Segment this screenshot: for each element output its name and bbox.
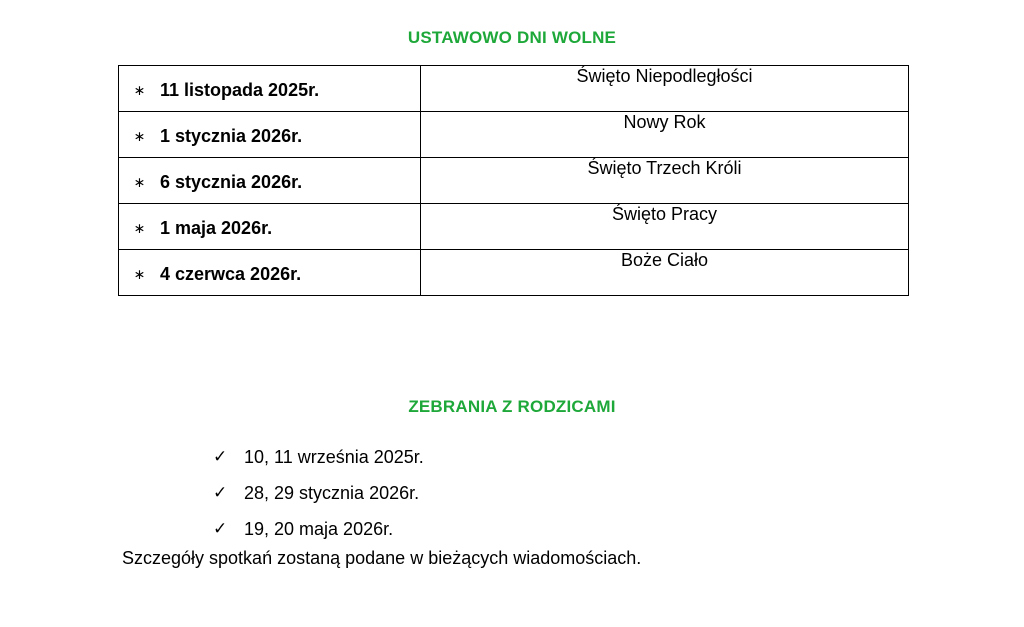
checkmark-icon: ✓ <box>213 447 228 467</box>
asterisk-bullet-icon: ∗ <box>133 174 146 190</box>
holiday-name: Święto Pracy <box>421 204 909 250</box>
holiday-name: Boże Ciało <box>421 250 909 296</box>
meetings-list <box>213 439 424 547</box>
holiday-date-cell <box>119 204 421 250</box>
holiday-date: 11 listopada 2025r. <box>160 80 320 100</box>
holidays-table <box>118 65 909 296</box>
holiday-date-cell <box>119 250 421 296</box>
meeting-date: 10, 11 września 2025r. <box>244 446 424 467</box>
meetings-heading: ZEBRANIA Z RODZICAMI <box>408 397 616 416</box>
holiday-date: 1 stycznia 2026r. <box>160 126 303 146</box>
list-item <box>213 511 424 547</box>
asterisk-bullet-icon: ∗ <box>133 266 146 282</box>
asterisk-bullet-icon: ∗ <box>133 128 146 144</box>
holiday-date: 1 maja 2026r. <box>160 218 273 238</box>
list-item <box>213 439 424 475</box>
holiday-name: Święto Niepodległości <box>421 66 909 112</box>
holiday-date: 6 stycznia 2026r. <box>160 172 303 192</box>
table-row <box>119 66 909 112</box>
checkmark-icon: ✓ <box>213 519 228 539</box>
meetings-note: Szczegóły spotkań zostaną podane w bieżących wiadomościach. <box>122 548 642 568</box>
meeting-date: 28, 29 stycznia 2026r. <box>244 482 420 503</box>
holiday-date-cell <box>119 158 421 204</box>
holidays-heading: USTAWOWO DNI WOLNE <box>407 28 617 47</box>
table-row <box>119 250 909 296</box>
table-row <box>119 158 909 204</box>
holiday-name: Święto Trzech Króli <box>421 158 909 204</box>
holiday-date-cell <box>119 66 421 112</box>
meeting-date: 19, 20 maja 2026r. <box>244 518 394 539</box>
holiday-date: 4 czerwca 2026r. <box>160 264 302 284</box>
table-row <box>119 204 909 250</box>
holiday-date-cell <box>119 112 421 158</box>
asterisk-bullet-icon: ∗ <box>133 220 146 236</box>
table-row <box>119 112 909 158</box>
asterisk-bullet-icon: ∗ <box>133 82 146 98</box>
checkmark-icon: ✓ <box>213 483 228 503</box>
holiday-name: Nowy Rok <box>421 112 909 158</box>
list-item <box>213 475 424 511</box>
